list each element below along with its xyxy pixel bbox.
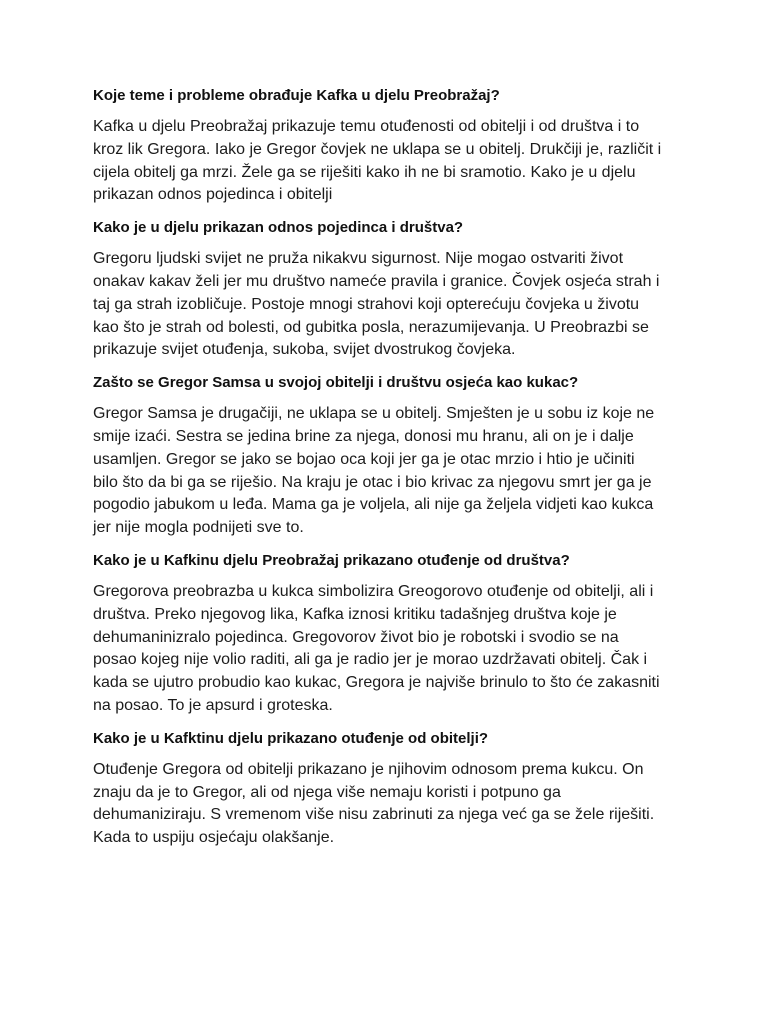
section-alienation-family xyxy=(93,729,683,850)
paragraph-line: jer nije mogla podnijeti sve to. xyxy=(93,519,304,537)
section-heading: Koje teme i probleme obrađuje Kafka u djelu Preobražaj? xyxy=(93,87,500,104)
section-why-insect xyxy=(93,373,683,540)
paragraph-line: kao što je strah od bolesti, od gubitka posla, nerazumijevanja. U Preobrazbi se xyxy=(93,318,649,336)
paragraph-line: usamljen. Gregor se jako se bojao oca koji jer ga je otac mrzio i htio je učiniti xyxy=(93,450,635,468)
section-paragraph xyxy=(93,759,683,850)
paragraph-line: bilo što da bi ga se riješio. Na kraju je otac i bio krivac za njegovu smrt jer ga je xyxy=(93,473,652,491)
paragraph-line: prikazan odnos pojedinca i obitelji xyxy=(93,186,333,204)
section-alienation-society xyxy=(93,551,683,718)
paragraph-line: društva. Preko njegovog lika, Kafka iznosi kritiku tadašnjeg društva koje je xyxy=(93,605,617,623)
paragraph-line: posao kojeg nije volio raditi, ali ga je radio jer je morao uzdržavati obitelj. Čak i xyxy=(93,651,648,669)
section-paragraph xyxy=(93,403,683,540)
paragraph-line: znaju da je to Gregor, ali od njega više nemaju koristi i potpuno ga xyxy=(93,783,561,801)
section-heading: Zašto se Gregor Samsa u svojoj obitelji i društvu osjeća kao kukac? xyxy=(93,374,579,392)
paragraph-line: pogodio jabukom u leđa. Mama ga je voljela, ali nije ga željela vidjeti kao kukca xyxy=(93,496,654,514)
section-heading: Kako je u Kafktinu djelu prikazano otuđenje od obitelji? xyxy=(93,729,489,747)
section-individual-society xyxy=(93,218,683,362)
document-page xyxy=(93,86,683,861)
paragraph-line: Gregorova preobrazba u kukca simbolizira Greogorovo otuđenje od obitelji, ali i xyxy=(93,582,654,600)
section-heading: Kako je u djelu prikazan odnos pojedinca i društva? xyxy=(93,219,464,237)
paragraph-line: taj ga strah izobličuje. Postoje mnogi strahovi koji opterećuju čovjeka u životu xyxy=(93,295,640,313)
paragraph-line: Gregoru ljudski svijet ne pruža nikakvu sigurnost. Nije mogao ostvariti život xyxy=(93,250,624,268)
paragraph-line: Otuđenje Gregora od obitelji prikazano je njihovim odnosom prema kukcu. On xyxy=(93,760,644,778)
section-themes xyxy=(93,86,683,207)
section-paragraph xyxy=(93,581,683,718)
paragraph-line: dehumaninizralo pojedinca. Gregovorov život bio je robotski i svodio se na xyxy=(93,628,619,646)
paragraph-line: cijela obitelj ga mrzi. Žele ga se riješiti kako ih ne bi sramotio. Kako je u djelu xyxy=(93,163,636,181)
section-paragraph xyxy=(93,248,683,362)
paragraph-line: onakav kakav želi jer mu društvo nameće pravila i granice. Čovjek osjeća strah i xyxy=(93,272,660,290)
paragraph-line: dehumaniziraju. S vremenom više nisu zabrinuti za njega već ga se žele riješiti. xyxy=(93,806,655,824)
paragraph-line: kada se ujutro probudio kao kukac, Gregora je najviše brinulo to što će zakasniti xyxy=(93,674,660,692)
section-heading: Kako je u Kafkinu djelu Preobražaj prikazano otuđenje od društva? xyxy=(93,551,570,569)
paragraph-line: na posao. To je apsurd i groteska. xyxy=(93,696,333,714)
paragraph-line: prikazuje svijet otuđenja, sukoba, svijet dvostrukog čovjeka. xyxy=(93,341,516,359)
section-paragraph xyxy=(93,116,683,207)
paragraph-line: smije izaći. Sestra se jedina brine za njega, donosi mu hranu, ali on je i dalje xyxy=(93,427,634,445)
paragraph-line: kroz lik Gregora. Iako je Gregor čovjek ne uklapa se u obitelj. Drukčiji je, različit i xyxy=(93,140,662,158)
paragraph-line: Kada to uspiju osjećaju olakšanje. xyxy=(93,829,335,847)
paragraph-line: Kafka u djelu Preobražaj prikazuje temu otuđenosti od obitelji i od društva i to xyxy=(93,118,640,135)
paragraph-line: Gregor Samsa je drugačiji, ne uklapa se u obitelj. Smješten je u sobu iz koje ne xyxy=(93,405,655,423)
